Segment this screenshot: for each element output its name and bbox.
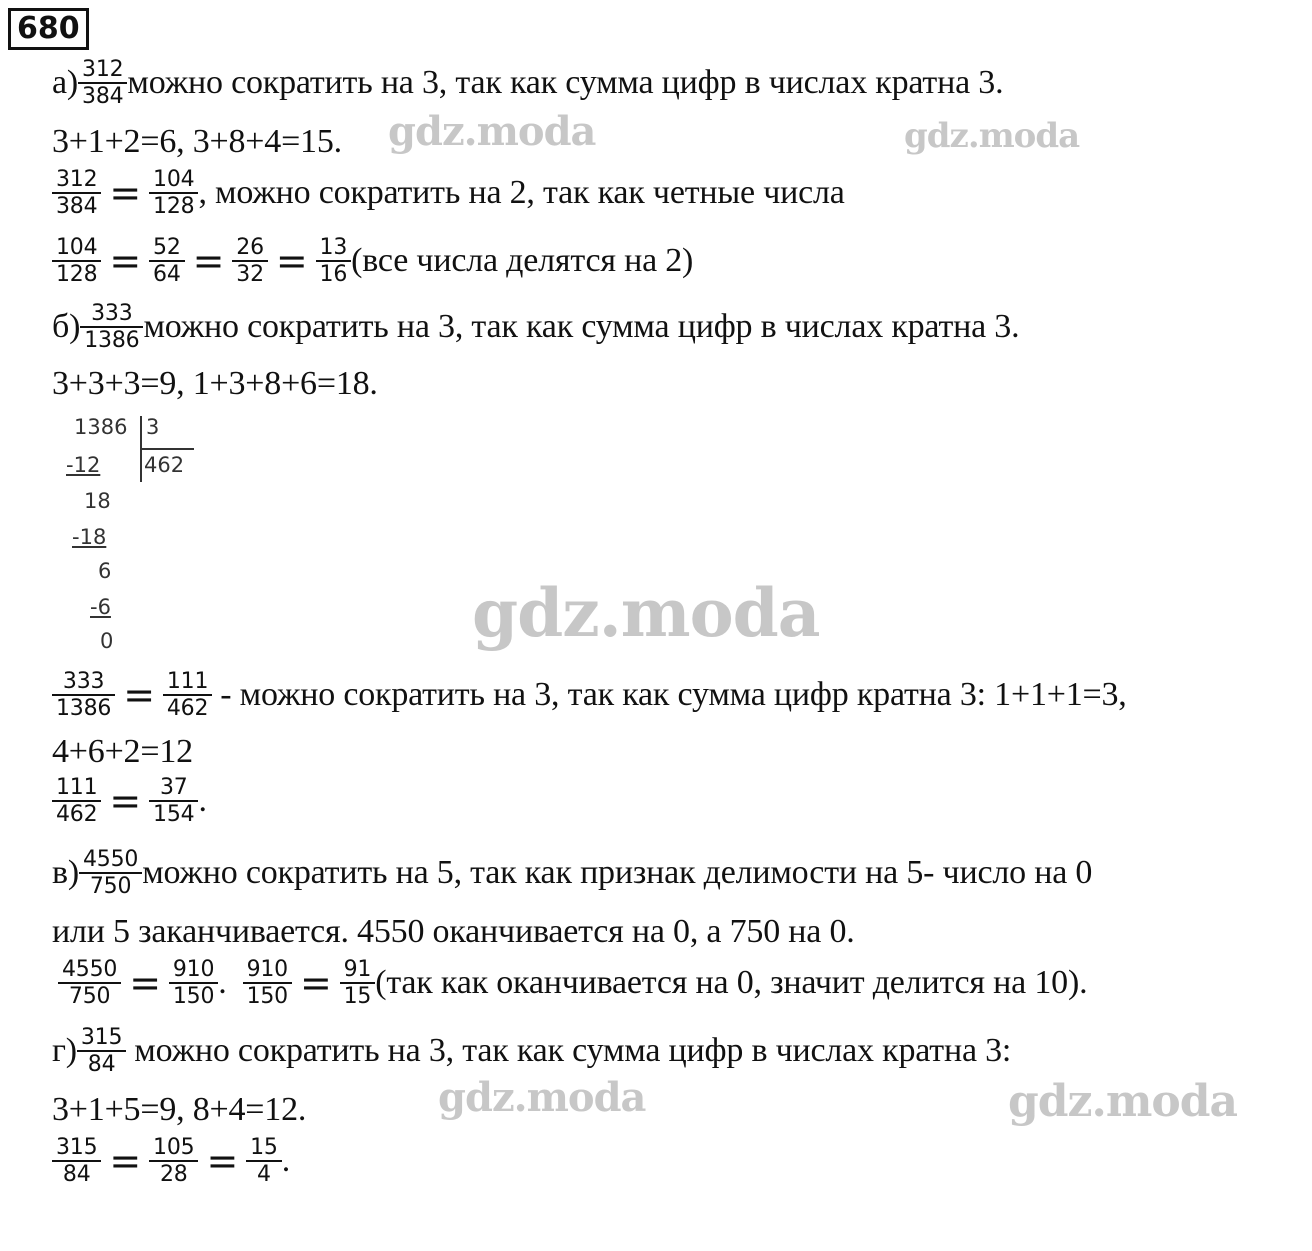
numerator: 91	[343, 957, 372, 982]
denominator: 384	[78, 82, 127, 108]
numerator: 52	[153, 235, 181, 260]
line-text: можно сократить на 3, так как сумма цифр в числах кратна 3:	[134, 1032, 1012, 1069]
numerator: 104	[153, 167, 195, 192]
division-horizontal-line	[140, 448, 194, 450]
fraction	[81, 848, 140, 898]
numerator: 104	[56, 235, 98, 260]
quotient: 462	[144, 453, 185, 477]
line-text: , можно сократить на 2, так как четные числа	[198, 174, 845, 211]
numerator: 910	[172, 957, 215, 982]
label-b: б)	[52, 308, 81, 345]
division-step: -18	[72, 525, 107, 549]
watermark: gdz.moda	[438, 1074, 646, 1121]
division-step: 18	[84, 489, 111, 513]
watermark: gdz.moda	[472, 574, 820, 652]
fraction	[318, 236, 350, 286]
equals-sign: =	[129, 961, 161, 1005]
division-step: -6	[90, 595, 111, 619]
line-a-reduce-2	[52, 236, 693, 286]
line-c-reduce	[58, 958, 1087, 1008]
denominator: 462	[52, 800, 101, 826]
denominator: 128	[52, 260, 101, 286]
denominator: 84	[52, 1160, 101, 1186]
line-text: (так как оканчивается на 0, значит делится на 10).	[375, 964, 1088, 1001]
equals-sign: =	[206, 1139, 239, 1183]
fraction	[342, 958, 374, 1008]
equals-sign: =	[109, 1139, 142, 1183]
numerator: 111	[166, 669, 209, 694]
line-text: 4+6+2=12	[52, 733, 193, 770]
watermark: gdz.moda	[388, 108, 596, 155]
denominator: 16	[316, 260, 352, 286]
equals-sign: =	[123, 673, 155, 717]
numerator: 13	[319, 235, 348, 260]
denominator: 84	[77, 1050, 126, 1076]
numerator: 15	[250, 1135, 278, 1160]
problem-number: 680	[8, 8, 89, 50]
equals-sign: =	[109, 779, 142, 823]
line-b-statement	[52, 302, 1019, 352]
fraction	[151, 168, 196, 218]
fraction	[165, 670, 210, 720]
denominator: 28	[149, 1160, 198, 1186]
fraction	[80, 58, 125, 108]
denominator: 750	[79, 872, 142, 898]
numerator: 26	[236, 235, 264, 260]
denominator: 128	[149, 192, 198, 218]
watermark: gdz.moda	[904, 116, 1080, 156]
numerator: 37	[159, 775, 188, 800]
denominator: 64	[149, 260, 185, 286]
line-a-digit-sums	[52, 122, 342, 162]
fraction	[151, 236, 183, 286]
numerator: 111	[56, 775, 98, 800]
line-c-statement	[52, 848, 1092, 898]
numerator: 4550	[82, 847, 139, 872]
fraction	[54, 670, 113, 720]
denominator: 154	[149, 800, 198, 826]
division-step: -12	[66, 453, 101, 477]
fraction	[60, 958, 119, 1008]
numerator: 312	[82, 57, 124, 82]
fraction	[151, 1136, 196, 1186]
denominator: 150	[169, 982, 218, 1008]
denominator: 384	[52, 192, 101, 218]
equals-sign: =	[192, 239, 225, 283]
line-a-reduce-3	[52, 168, 845, 218]
label-d: г)	[52, 1032, 77, 1069]
division-step: 0	[100, 629, 114, 653]
equals-sign: =	[275, 239, 308, 283]
denominator: 462	[163, 694, 212, 720]
numerator: 910	[246, 957, 288, 982]
numerator: 4550	[62, 957, 118, 982]
line-text: .	[198, 782, 207, 819]
denominator: 750	[58, 982, 121, 1008]
line-text: или 5 заканчивается. 4550 оканчивается на 0, а 750 на 0.	[52, 913, 855, 950]
numerator: 333	[62, 669, 105, 694]
denominator: 4	[246, 1160, 282, 1186]
equals-sign: =	[299, 961, 332, 1005]
numerator: 105	[153, 1135, 195, 1160]
denominator: 1386	[52, 694, 115, 720]
fraction	[54, 1136, 99, 1186]
fraction	[234, 236, 266, 286]
line-text: можно сократить на 3, так как сумма цифр в числах кратна 3.	[143, 308, 1020, 345]
equals-sign: =	[109, 171, 142, 215]
line-text: 3+1+2=6, 3+8+4=15.	[52, 123, 342, 160]
denominator: 1386	[80, 326, 143, 352]
watermark: gdz.moda	[1008, 1076, 1238, 1127]
label-c: в)	[52, 854, 79, 891]
fraction	[151, 776, 196, 826]
line-text: 3+1+5=9, 8+4=12.	[52, 1091, 307, 1128]
denominator: 32	[232, 260, 268, 286]
line-c-explanation	[52, 912, 855, 952]
separator: .	[218, 964, 227, 1001]
line-d-digit-sums	[52, 1090, 306, 1130]
fraction	[54, 236, 99, 286]
fraction	[248, 1136, 280, 1186]
line-b-final	[52, 776, 207, 826]
numerator: 315	[80, 1025, 123, 1050]
equals-sign: =	[109, 239, 142, 283]
dividend: 1386	[74, 415, 128, 439]
long-division	[60, 412, 220, 662]
division-step: 6	[98, 559, 112, 583]
numerator: 312	[56, 167, 98, 192]
line-text: (все числа делятся на 2)	[351, 242, 694, 279]
line-b-reduce-3	[52, 670, 1127, 720]
fraction	[79, 1026, 124, 1076]
fraction	[54, 776, 99, 826]
line-d-statement	[52, 1026, 1011, 1076]
denominator: 15	[340, 982, 376, 1008]
line-text: можно сократить на 3, так как сумма цифр в числах кратна 3.	[127, 64, 1004, 101]
line-b-digit-sum-2	[52, 732, 193, 772]
numerator: 315	[56, 1135, 98, 1160]
fraction	[54, 168, 99, 218]
line-text: - можно сократить на 3, так как сумма цифр кратна 3: 1+1+1=3,	[220, 676, 1127, 713]
line-text: можно сократить на 5, так как признак делимости на 5- число на 0	[142, 854, 1093, 891]
line-b-digit-sums	[52, 364, 378, 404]
denominator: 150	[243, 982, 292, 1008]
fraction	[171, 958, 216, 1008]
line-text: .	[281, 1142, 291, 1179]
line-d-final	[52, 1136, 290, 1186]
line-a-statement	[52, 58, 1003, 108]
numerator: 333	[91, 301, 133, 326]
fraction	[245, 958, 290, 1008]
fraction	[82, 302, 141, 352]
line-text: 3+3+3=9, 1+3+8+6=18.	[52, 365, 378, 402]
divisor: 3	[146, 415, 160, 439]
label-a: а)	[52, 64, 79, 101]
